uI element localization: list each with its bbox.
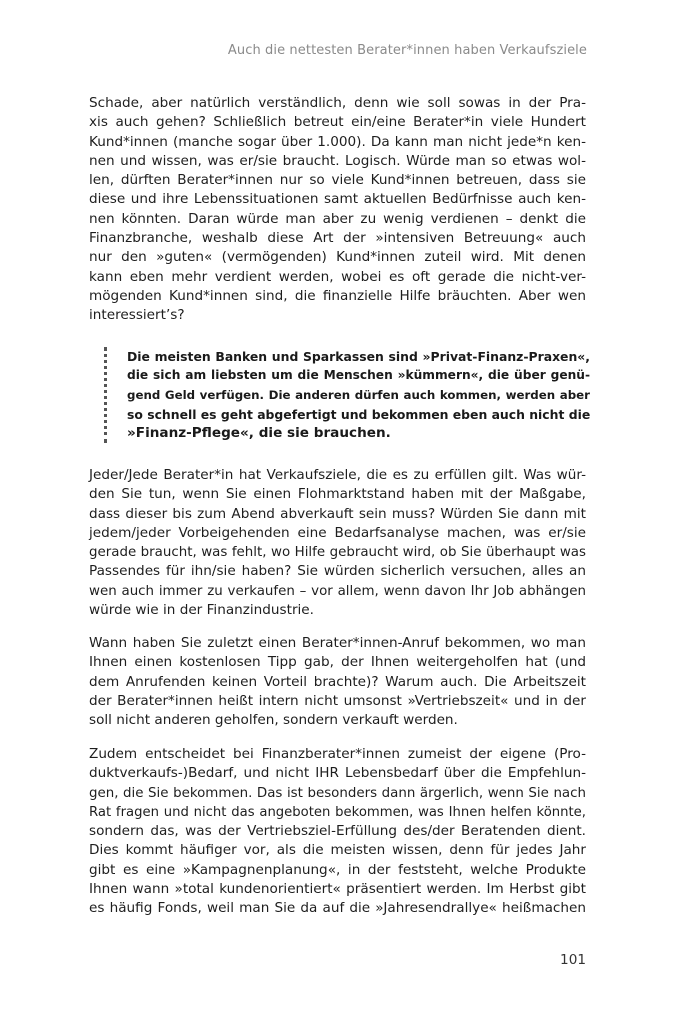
text-line: Rat fragen und nicht das angeboten bekommen, was Ihnen helfen könnte,	[89, 804, 586, 820]
text-line: kann eben mehr verdient werden, wobei es oft gerade die nicht-ver-	[89, 268, 586, 285]
text-line: nur den »guten« (vermögenden) Kund*innen zuteil wird. Mit denen	[89, 249, 586, 266]
text-line: wen auch immer zu verkaufen – vor allem, wenn davon Ihr Job abhängen	[89, 583, 586, 599]
text-line: Passendes für ihn/sie haben? Sie würden sicherlich versuchen, alles an	[89, 563, 586, 580]
text-line: den Sie tun, wenn Sie einen Flohmarktstand haben mit der Maßgabe,	[89, 486, 586, 503]
running-header: Auch die nettesten Berater*innen haben Verkaufsziele	[227, 43, 587, 58]
text-line: duktverkaufs-)Bedarf, und nicht IHR Lebensbedarf über die Empfehlun-	[89, 765, 586, 782]
callout-text	[127, 347, 590, 443]
text-line: diese und ihre Lebenssituationen samt aktuellen Bedürfnisse auch ken-	[89, 191, 586, 208]
text-line: Wann haben Sie zuletzt einen Berater*innen-Anruf bekommen, wo man	[89, 635, 586, 651]
text-line: Schade, aber natürlich verständlich, denn wie soll sowas in der Pra-	[89, 95, 586, 111]
callout-line: Die meisten Banken und Sparkassen sind »Privat-Finanz-Praxen«,	[127, 349, 590, 364]
text-line: gen, die Sie bekommen. Das ist besonders dann ärgerlich, wenn Sie nach	[89, 785, 586, 801]
text-line: soll nicht anderen geholfen, sondern verkauft werden.	[89, 712, 458, 729]
body-paragraph-1	[89, 94, 586, 326]
text-line: Finanzbranche, weshalb diese Art der »intensiven Betreuung« auch	[89, 230, 586, 247]
body-paragraph-3	[89, 634, 586, 730]
text-line: xis auch gehen? Schließlich betreut ein/eine Berater*in viele Hundert	[89, 114, 586, 131]
text-line: Zudem entscheidet bei Finanzberater*innen zumeist der eigene (Pro-	[89, 746, 586, 762]
text-line: Jeder/Jede Berater*in hat Verkaufsziele, die es zu erfüllen gilt. Was wür-	[89, 467, 586, 483]
text-line: nen und wissen, was er/sie braucht. Logisch. Würde man so etwas wol-	[89, 152, 586, 169]
text-line: Ihnen wann »total kundenorientiert« präsentiert werden. Im Herbst gibt	[89, 881, 586, 898]
text-line: interessiert’s?	[89, 307, 185, 324]
callout-line: die sich am liebsten um die Menschen »kümmern«, die über genü-	[127, 368, 590, 383]
text-line: würde wie in der Finanzindustrie.	[89, 602, 314, 619]
text-line: dem Anrufenden keinen Vorteil brachte)? Warum auch. Die Arbeitszeit	[89, 673, 586, 690]
text-line: gibt es eine »Kampagnenplanung«, in der feststeht, welche Produkte	[89, 861, 586, 878]
text-line: Dies kommt häufiger vor, als die meisten wissen, denn für jedes Jahr	[89, 842, 586, 859]
body-paragraph-4	[89, 745, 586, 919]
text-line: jedem/jeder Vorbeigehenden eine Bedarfsanalyse machen, was er/sie	[89, 524, 586, 541]
callout-line: so schnell es geht abgefertigt und bekommen eben auch nicht die	[127, 406, 591, 422]
text-line: nen könnten. Daran würde man aber zu wenig verdienen – denkt die	[89, 210, 586, 227]
body-paragraph-2	[89, 466, 586, 620]
callout-box	[104, 347, 592, 443]
text-line: der Berater*innen heißt intern nicht umsonst »Vertriebszeit« und in der	[89, 692, 586, 709]
page-number: 101	[560, 952, 586, 968]
text-line: es häufig Fonds, weil man Sie da auf die »Jahresendrallye« heißmachen	[89, 900, 586, 917]
text-line: gerade braucht, was fehlt, wo Hilfe gebraucht wird, ob Sie überhaupt was	[89, 545, 586, 561]
text-line: sondern das, was der Vertriebsziel-Erfüllung des/der Beratenden dient.	[89, 823, 586, 840]
callout-line: »Finanz-Pflege«, die sie brauchen.	[127, 425, 391, 442]
text-line: Ihnen einen kostenlosen Tipp gab, der Ihnen weitergeholfen hat (und	[89, 654, 586, 671]
text-line: dass dieser bis zum Abend abverkauft sein muss? Würden Sie dann mit	[89, 505, 586, 522]
text-line: mögenden Kund*innen sind, die finanzielle Hilfe bräuchten. Aber wen	[89, 287, 586, 304]
text-line: Kund*innen (manche sogar über 1.000). Da kann man nicht jede*n ken-	[89, 133, 586, 150]
text-line: len, dürften Berater*innen nur so viele Kund*innen betreuen, dass sie	[89, 172, 586, 189]
callout-line: gend Geld verfügen. Die anderen dürfen auch kommen, werden aber	[127, 387, 590, 402]
